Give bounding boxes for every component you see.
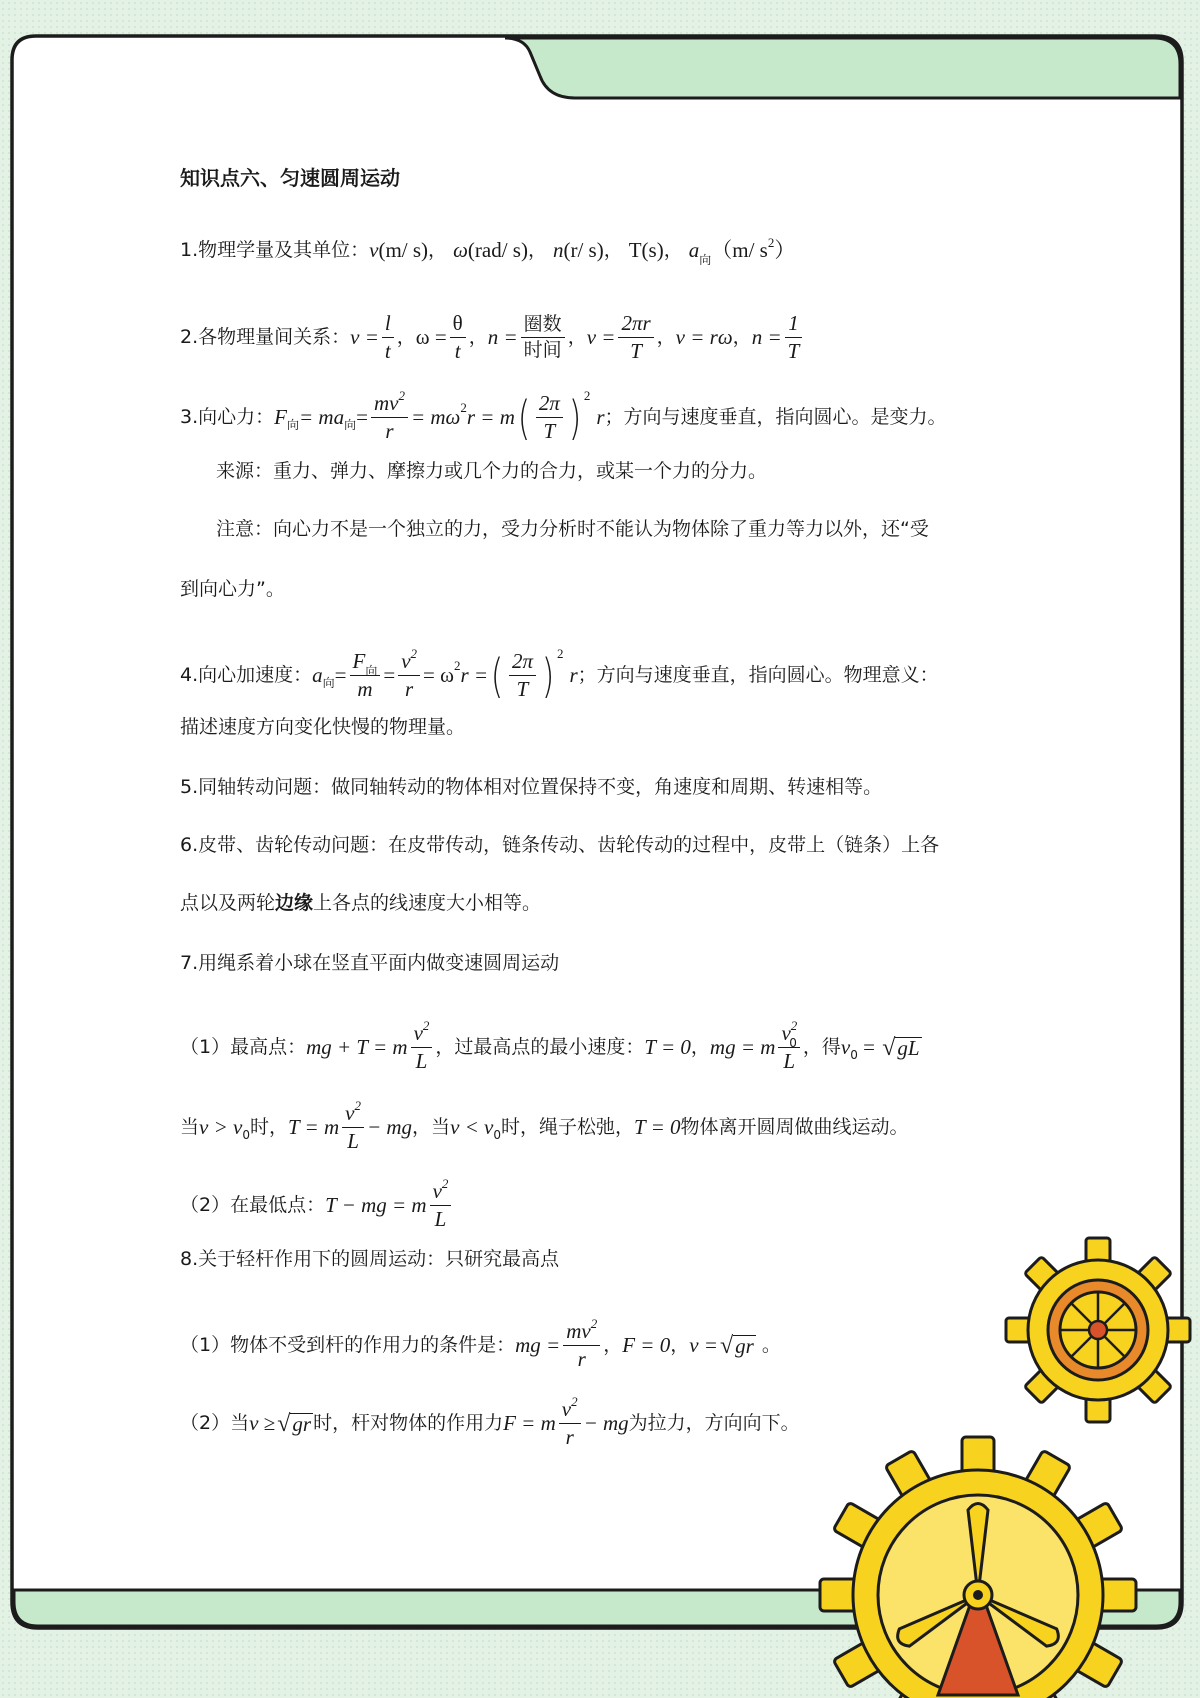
item-3-centripetal-force: 3.向心力： F 向 = ma 向 = $\frac{mv^2}{r}$ = mω 2 r = m ( $\frac{2\pi}{T}$ ) 2 r ；方向与速度垂直，指向圆心。是变力。 — [180, 388, 947, 445]
item-4-meaning: 描述速度方向变化快慢的物理量。 — [180, 716, 466, 738]
item-8-no-force: （1）物体不受到杆的作用力的条件是： mg = $\frac{mv^2}{r}$ ， F = 0 ， v = √ gr 。 — [180, 1316, 781, 1372]
item-6-line1: 6.皮带、齿轮传动问题：在皮带传动，链条传动、齿轮传动的过程中，皮带上（链条）上各 — [180, 834, 940, 856]
item-7-condition: 当 v > v 0 时， T = m $\frac{v^2}{L}$ − mg ，当 v < v 0 时，绳子松弛， T = 0 物体离开圆周做曲线运动。 — [180, 1098, 909, 1154]
item-7-top-point: （1）最高点： mg + T = m $\frac{v^2}{L}$ ，过最高点的最小速度： T = 0 ， mg = m $\frac{v^2_0}{L}$ ，得 v 0 = √ gL — [180, 1018, 920, 1074]
note-paragraph-line1: 注意：向心力不是一个独立的力，受力分析时不能认为物体除了重力等力以外，还“受 — [216, 518, 929, 540]
item-7-lowest-point: （2）在最低点： T − mg = m $\frac{v^2}{L}$ — [180, 1180, 454, 1231]
item-5-coaxial: 5.同轴转动问题：做同轴转动的物体相对位置保持不变，角速度和周期、转速相等。 — [180, 776, 883, 798]
small-gear-icon — [1006, 1238, 1190, 1422]
note-paragraph-line2: 到向心力”。 — [180, 578, 285, 600]
large-gear-icon — [820, 1437, 1136, 1698]
item-6-line2: 点以及两轮 边缘 上各点的线速度大小相等。 — [180, 892, 542, 914]
item-1-units: 1.物理学量及其单位： v(m/ s) ， ω(rad/ s) ， n(r/ s) ， T(s) ， $a_向(m/$ $s^2$） — [180, 235, 796, 267]
source-paragraph: 来源：重力、弹力、摩擦力或几个力的合力，或某一个力的分力。 — [216, 460, 768, 482]
item-8-title: 8.关于轻杆作用下的圆周运动：只研究最高点 — [180, 1248, 560, 1270]
item-7-title: 7.用绳系着小球在竖直平面内做变速圆周运动 — [180, 952, 560, 974]
item-4-centripetal-acceleration: 4.向心加速度： a 向 = $\frac{F_向}{m}$ = $\frac{v^2}{r}$ = ω 2 r = ( $\frac{2\pi}{T}$ ) 2 r ；方向与速度垂直，指向圆心。物理意义： — [180, 646, 939, 703]
section-title: 知识点六、匀速圆周运动 — [180, 166, 400, 190]
item-8-pull-force: （2）当 v ≥ √ gr 时，杆对物体的作用力 F = m $\frac{v^2}{r}$ − mg 为拉力，方向向下。 — [180, 1394, 800, 1450]
item-2-relations: 2.各物理量间关系： v = $\frac{l}{t}$ ， ω = $\frac{\theta}{t}$ ， n = $\frac{\text{圈数}}{\text{时间}}$ ， v = $\frac{2\pi r}{T}$ ， v = rω ， n = $\frac{1}{T}$ — [180, 312, 805, 363]
